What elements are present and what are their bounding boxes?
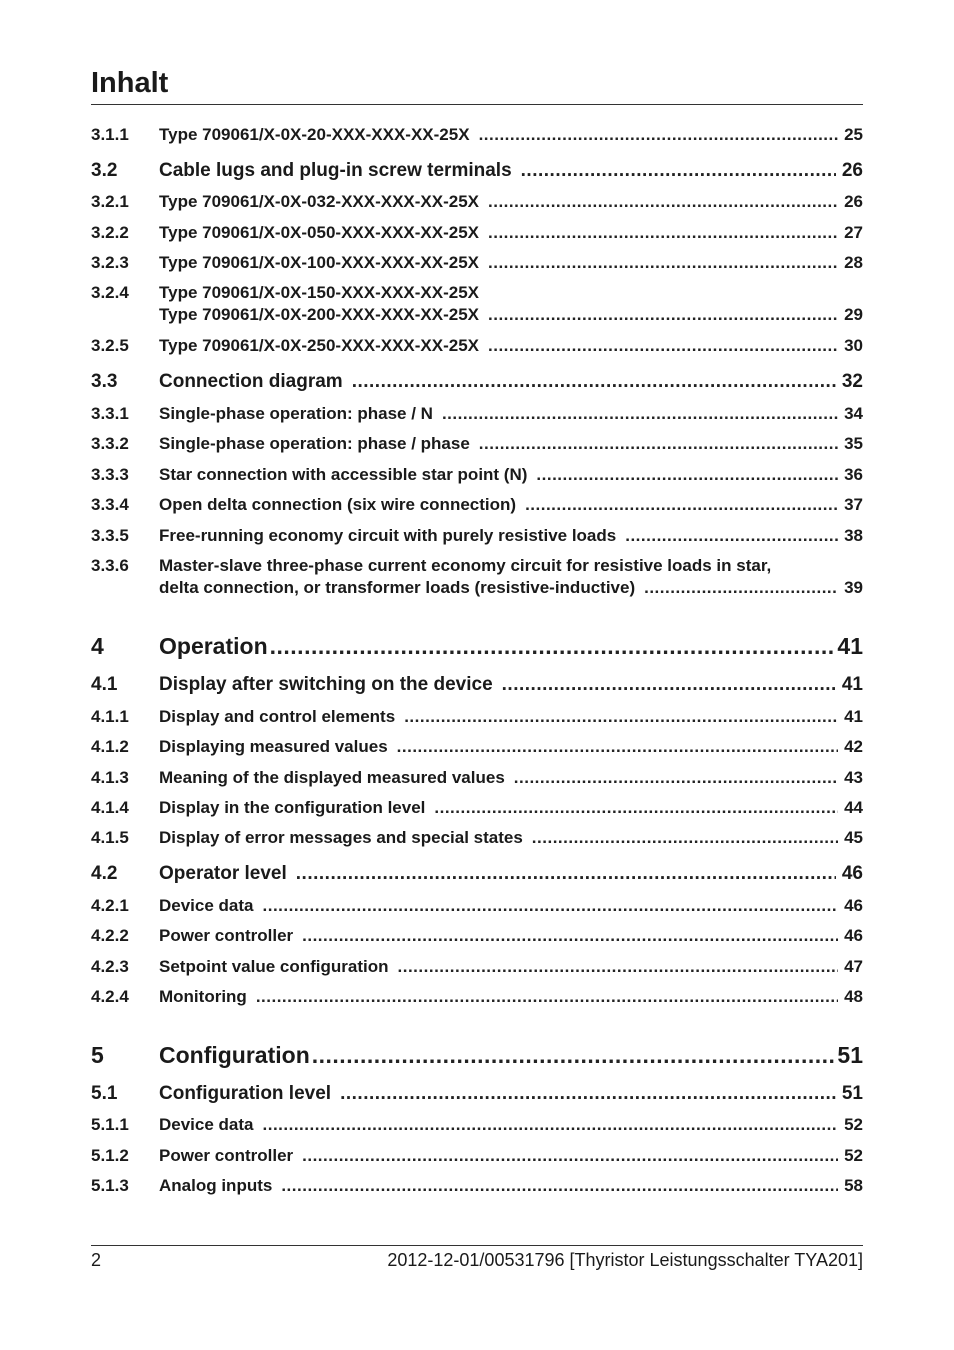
toc-entry-title: Configuration: [159, 1042, 310, 1068]
toc-entry-title: Cable lugs and plug-in screw terminals: [159, 160, 512, 181]
toc-entry-number: 5.1.1: [91, 1115, 129, 1134]
toc-entry-title: Single-phase operation: phase / phase: [159, 434, 470, 453]
toc-entry-title: Displaying measured values: [159, 737, 388, 756]
toc-entry-number: 3.2.1: [91, 192, 129, 211]
toc-entry-number: 5: [91, 1042, 104, 1068]
toc-entry-number: 3.3.1: [91, 404, 129, 423]
toc-entry-number: 3.3.4: [91, 495, 129, 514]
toc-entry-number: 4.2.4: [91, 987, 129, 1006]
toc-entry-page: 26: [841, 160, 863, 181]
toc-entry-title: Type 709061/X-0X-200-XXX-XXX-XX-25X: [159, 305, 480, 324]
toc-entry-page: 30: [844, 336, 863, 355]
toc-leader-dots: [256, 986, 838, 1008]
toc-leader-dots: [479, 433, 838, 455]
toc-entry-page: 52: [844, 1146, 863, 1165]
toc-entry-title: Connection diagram: [159, 371, 343, 392]
toc-leader-dots: [625, 525, 838, 547]
toc-entry-number: 3.2.2: [91, 223, 129, 242]
toc-entry-number: 4.2.1: [91, 896, 129, 915]
toc-entry-title: Type 709061/X-0X-20-XXX-XXX-XX-25X: [159, 125, 470, 144]
toc-leader-dots: [404, 706, 838, 728]
toc-entry-page: 36: [844, 465, 863, 484]
toc-entry-title: Monitoring: [159, 987, 247, 1006]
toc-entry-page: 58: [844, 1176, 863, 1195]
footer-page-number: 2: [91, 1250, 102, 1270]
toc-entry-title: Device data: [159, 896, 254, 915]
toc-entry-page: 51: [837, 1042, 863, 1068]
toc-leader-dots: [532, 827, 838, 849]
toc-entry-number: 5.1: [91, 1083, 118, 1104]
toc-leader-dots: [302, 1145, 838, 1167]
toc-entry-page: 41: [837, 633, 863, 659]
toc-entry-page: 34: [844, 404, 863, 423]
toc-entry-page: 37: [844, 495, 863, 514]
toc-leader-dots: [397, 736, 838, 758]
toc-entry-number: 4.1.1: [91, 707, 129, 726]
toc-entry-title: Single-phase operation: phase / N: [159, 404, 433, 423]
toc-leader-dots: [502, 673, 836, 697]
toc-entry-title: Operation: [159, 633, 268, 659]
toc-entry-title: Power controller: [159, 1146, 294, 1165]
toc-entry-page: 46: [841, 863, 863, 884]
toc-entry-page: 51: [841, 1083, 863, 1104]
toc-leader-dots: [296, 862, 836, 886]
toc-entry-page: 47: [844, 957, 863, 976]
toc-entry-page: 42: [844, 737, 863, 756]
toc-entry-title: Display after switching on the device: [159, 674, 493, 695]
toc-leader-dots: [514, 767, 838, 789]
toc-entry-page: 39: [844, 578, 863, 597]
toc-entry-number: 3.3: [91, 371, 118, 392]
toc-leader-dots: [398, 956, 839, 978]
toc-entry-title: Setpoint value configuration: [159, 957, 389, 976]
toc-entry-title: Display in the configuration level: [159, 798, 426, 817]
toc-entry-title: Type 709061/X-0X-250-XXX-XXX-XX-25X: [159, 336, 480, 355]
toc-entry-page: 44: [844, 798, 863, 817]
toc-entry-title: Star connection with accessible star point (N): [159, 465, 528, 484]
toc-leader-dots: [488, 222, 838, 244]
toc-leader-dots: [525, 494, 838, 516]
toc-entry-number: 5.1.3: [91, 1176, 129, 1195]
toc-entry-number: 3.3.2: [91, 434, 129, 453]
toc-entry-title: Operator level: [159, 863, 287, 884]
toc-entry-page: 32: [841, 371, 863, 392]
toc-entry-number: 5.1.2: [91, 1146, 129, 1165]
toc-leader-dots: [263, 895, 839, 917]
toc-leader-dots: [270, 632, 836, 660]
page-title: Inhalt: [91, 67, 169, 99]
toc-entry-page: 35: [844, 434, 863, 453]
toc-entry-number: 3.2.5: [91, 336, 129, 355]
toc-entry-number: 4.2.2: [91, 926, 129, 945]
toc-entry-title: Meaning of the displayed measured values: [159, 768, 505, 787]
toc-entry-page: 46: [844, 896, 863, 915]
toc-entry-number: 4.1.3: [91, 768, 129, 787]
toc-entry-number: 4.2.3: [91, 957, 129, 976]
toc-entry-number: 4.1.5: [91, 828, 129, 847]
toc-entry-title: Type 709061/X-0X-100-XXX-XXX-XX-25X: [159, 253, 480, 272]
toc-leader-dots: [340, 1082, 836, 1106]
toc-entry-page: 45: [844, 828, 863, 847]
toc-entry-title: Power controller: [159, 926, 294, 945]
toc-entry-page: 38: [844, 526, 863, 545]
toc-entry-number: 4.1: [91, 674, 118, 695]
toc-leader-dots: [488, 191, 838, 213]
toc-entry-page: 52: [844, 1115, 863, 1134]
toc-entry-number: 3.2.4: [91, 283, 129, 302]
toc-entry-title: Open delta connection (six wire connection): [159, 495, 517, 514]
toc-entry-page: 29: [844, 305, 863, 324]
toc-leader-dots: [263, 1114, 839, 1136]
toc-entry-page: 26: [844, 192, 863, 211]
footer-divider: [91, 1245, 863, 1246]
toc-leader-dots: [488, 252, 838, 274]
toc-leader-dots: [312, 1041, 836, 1069]
toc-leader-dots: [352, 370, 836, 394]
toc-leader-dots: [479, 124, 839, 146]
toc-entry-title: Display and control elements: [159, 707, 396, 726]
toc-entry-page: 25: [844, 125, 863, 144]
toc-entry-title: Free-running economy circuit with purely resistive loads: [159, 526, 617, 545]
toc-leader-dots: [521, 159, 836, 183]
toc-entry-page: 48: [844, 987, 863, 1006]
toc-leader-dots: [302, 925, 838, 947]
toc-entry-title: Device data: [159, 1115, 254, 1134]
toc-entry-title: Analog inputs: [159, 1176, 273, 1195]
toc-leader-dots: [442, 403, 838, 425]
toc-leader-dots: [488, 304, 838, 326]
toc-entry-page: 28: [844, 253, 863, 272]
toc-entry-page: 41: [844, 707, 863, 726]
toc-entry-page: 46: [844, 926, 863, 945]
toc-entry-title: Display of error messages and special states: [159, 828, 523, 847]
toc-entry-title-line: Master-slave three-phase current economy circuit for resistive loads in star,: [159, 556, 772, 575]
toc-entry-number: 3.1.1: [91, 125, 129, 144]
toc-leader-dots: [536, 464, 838, 486]
toc-leader-dots: [281, 1175, 838, 1197]
toc-leader-dots: [434, 797, 838, 819]
toc-entry-number: 3.3.6: [91, 556, 129, 575]
toc-entry-number: 3.3.3: [91, 465, 129, 484]
toc-entry-number: 3.3.5: [91, 526, 129, 545]
toc-entry-number: 4.1.4: [91, 798, 129, 817]
toc-entry-number: 3.2: [91, 160, 118, 181]
toc-entry-number: 4.1.2: [91, 737, 129, 756]
footer-document-info: 2012-12-01/00531796 [Thyristor Leistungsschalter TYA201]: [387, 1250, 863, 1270]
toc-entry-title: delta connection, or transformer loads (resistive-inductive): [159, 578, 636, 597]
toc-entry-title-line: Type 709061/X-0X-150-XXX-XXX-XX-25X: [159, 283, 480, 302]
toc-entry-title: Type 709061/X-0X-032-XXX-XXX-XX-25X: [159, 192, 480, 211]
toc-entry-number: 4: [91, 633, 104, 659]
toc-entry-page: 27: [844, 223, 863, 242]
toc-leader-dots: [488, 335, 838, 357]
toc-entry-title: Configuration level: [159, 1083, 332, 1104]
toc-entry-title: Type 709061/X-0X-050-XXX-XXX-XX-25X: [159, 223, 480, 242]
toc-leader-dots: [644, 577, 838, 599]
toc-entry-number: 3.2.3: [91, 253, 129, 272]
toc-entry-number: 4.2: [91, 863, 118, 884]
header-divider: [91, 104, 863, 105]
toc-entry-page: 41: [841, 674, 863, 695]
toc-entry-page: 43: [844, 768, 863, 787]
